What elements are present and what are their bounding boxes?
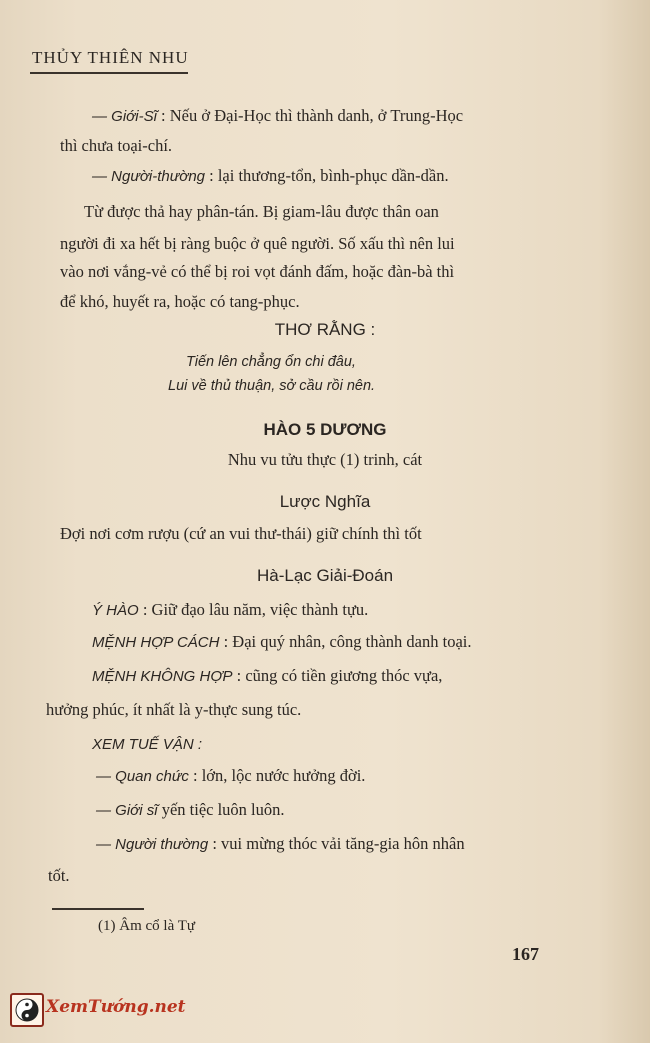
- xem-tue-van-label: XEM TUẾ VẬN :: [92, 736, 203, 753]
- quan-chuc-line: [96, 766, 365, 786]
- quan-chuc-label: — Quan chức: [96, 768, 189, 785]
- y-hao-text: : Giữ đạo lâu năm, việc thành tựu.: [142, 600, 369, 619]
- paragraph-line-4: để khó, huyết ra, hoặc có tang-phục.: [60, 292, 300, 311]
- hop-cach-line: [92, 632, 472, 652]
- luoc-nghia-heading: Lược Nghĩa: [279, 492, 371, 511]
- nguoi-thuong-line: [92, 166, 449, 186]
- hao-subtitle: Nhu vu tửu thực (1) trinh, cát: [227, 450, 423, 469]
- nguoi-thuong-tue-line: [96, 834, 465, 854]
- nguoi-thuong-label: — Người-thường: [92, 168, 206, 185]
- khong-hop-label: MỆNH KHÔNG HỢP: [92, 668, 233, 685]
- running-head-rule: [30, 72, 188, 74]
- hop-cach-label: MỆNH HỢP CÁCH: [92, 634, 220, 651]
- paragraph-line-1: Từ được thả hay phân-tán. Bị giam-lâu được thân oan: [84, 202, 439, 221]
- footnote: (1) Âm cổ là Tự: [98, 918, 195, 934]
- footnote-rule: [52, 908, 144, 910]
- page-number: 167: [512, 944, 539, 964]
- watermark-text[interactable]: XemTướng.net: [46, 997, 186, 1017]
- poem-title: THƠ RẰNG :: [274, 320, 376, 339]
- khong-hop-text: : cũng có tiền giương thóc vựa,: [236, 666, 443, 685]
- giai-doan-heading: Hà-Lạc Giải-Đoán: [256, 566, 394, 585]
- gioi-si-tue-text: yến tiệc luôn luôn.: [161, 800, 285, 819]
- gioi-si-text: : Nếu ở Đại-Học thì thành danh, ở Trung-Học: [161, 106, 464, 125]
- khong-hop-line-2: hưởng phúc, ít nhất là y-thực sung túc.: [46, 700, 302, 719]
- gioi-si-label: — Giới-Sĩ: [92, 108, 157, 125]
- khong-hop-line: [92, 666, 442, 686]
- poem-line-1: Tiến lên chẳng ổn chi đâu,: [186, 354, 356, 370]
- hao-title: HÀO 5 DƯƠNG: [263, 420, 387, 439]
- quan-chuc-text: : lớn, lộc nước hưởng đời.: [193, 766, 366, 785]
- gioi-si-tue-line: [96, 800, 285, 820]
- gioi-si-tue-label: — Giới sĩ: [96, 802, 158, 819]
- nguoi-thuong-text: : lại thương-tổn, bình-phục dần-dần.: [209, 166, 449, 185]
- paragraph-line-2: người đi xa hết bị ràng buộc ở quê người. Số xấu thì nên lui: [60, 234, 455, 253]
- luoc-nghia-text: Đợi nơi cơm rượu (cứ an vui thư-thái) giữ chính thì tốt: [60, 524, 422, 543]
- gioi-si-line: [92, 106, 463, 126]
- yin-yang-logo-icon: [10, 993, 44, 1027]
- gioi-si-line-2: thì chưa toại-chí.: [60, 136, 173, 155]
- poem-line-2: Lui về thủ thuận, sở cầu rồi nên.: [168, 378, 376, 394]
- nguoi-thuong-tue-label: — Người thường: [96, 836, 209, 853]
- y-hao-line: [92, 600, 368, 620]
- y-hao-label: Ý HÀO: [92, 602, 139, 619]
- running-head: THỦY THIÊN NHU: [32, 48, 189, 67]
- hop-cach-text: : Đại quý nhân, công thành danh toại.: [223, 632, 472, 651]
- paragraph-line-3: vào nơi vắng-vẻ có thể bị roi vọt đánh đấm, hoặc đàn-bà thì: [60, 262, 455, 281]
- nguoi-thuong-tue-text: : vui mừng thóc vải tăng-gia hôn nhân: [212, 834, 465, 853]
- nguoi-thuong-tue-line-2: tốt.: [48, 866, 70, 885]
